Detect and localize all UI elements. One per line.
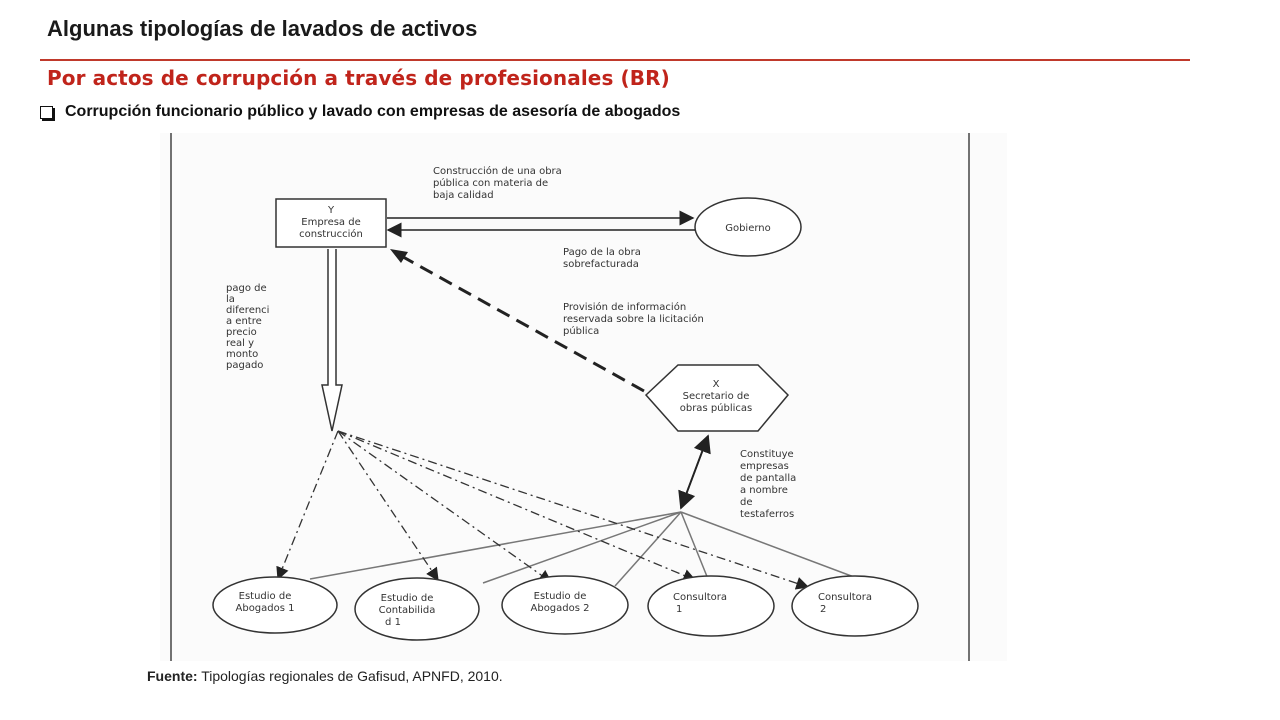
label-pago-obra xyxy=(563,247,641,270)
arrow-provision-head xyxy=(390,249,408,263)
checkbox-bullet-icon xyxy=(40,106,53,119)
slide-subtitle: Por actos de corrupción a través de profesionales (BR) xyxy=(47,66,670,90)
node-consultora-2 xyxy=(792,576,918,636)
label-construccion xyxy=(433,165,562,201)
node-gobierno xyxy=(695,198,801,256)
arrow-to-abogados-1 xyxy=(278,431,338,579)
label-provision-line-2: reservada sobre la licitación xyxy=(563,314,704,325)
node-contabilidad-line-3: d 1 xyxy=(385,617,401,628)
label-provision-line-1: Provisión de información xyxy=(563,302,687,313)
label-constituye-line-5: de xyxy=(740,497,753,508)
source-citation xyxy=(147,668,503,684)
label-pago-diferencia-line-3: diferenci xyxy=(226,305,270,316)
node-secretario-line-3: obras públicas xyxy=(679,403,753,414)
node-consultora-2-line-2: 2 xyxy=(820,604,827,615)
source-text: Tipologías regionales de Gafisud, APNFD, 2010. xyxy=(197,668,503,684)
node-consultora-1-line-2: 1 xyxy=(676,604,683,615)
node-abogados-1-line-2: Abogados 1 xyxy=(235,603,295,614)
label-pago-diferencia-line-1: pago de xyxy=(226,283,267,294)
node-abogados-1-line-1: Estudio de xyxy=(238,591,292,602)
node-consultora-2-line-1: Consultora xyxy=(817,592,873,603)
title-divider xyxy=(40,59,1190,61)
label-pago-obra-line-2: sobrefacturada xyxy=(563,259,639,270)
label-constituye xyxy=(740,449,796,520)
label-construccion-line-1: Construcción de una obra xyxy=(433,166,562,177)
label-construccion-line-3: baja calidad xyxy=(433,190,494,201)
source-label: Fuente: xyxy=(147,668,198,684)
label-pago-diferencia-line-7: monto xyxy=(226,349,259,360)
node-gobierno-label: Gobierno xyxy=(725,223,771,234)
node-contabilidad-line-1: Estudio de xyxy=(380,593,434,604)
label-constituye-line-3: de pantalla xyxy=(740,473,797,484)
label-pago-obra-line-1: Pago de la obra xyxy=(563,247,641,258)
node-empresa-line-3: construcción xyxy=(299,229,363,240)
typology-diagram xyxy=(160,133,1007,661)
node-consultora-1-line-1: Consultora xyxy=(672,592,728,603)
label-pago-diferencia-line-2: la xyxy=(226,294,235,305)
label-provision xyxy=(563,301,704,337)
arrow-to-contabilidad-1 xyxy=(338,431,438,580)
line-hub-consultora-2 xyxy=(681,512,854,577)
node-abogados-2-line-1: Estudio de xyxy=(533,591,587,602)
label-pago-diferencia-line-8: pagado xyxy=(226,360,264,371)
label-pago-diferencia-line-6: real y xyxy=(226,338,255,349)
node-abogados-2-line-2: Abogados 2 xyxy=(530,603,590,614)
node-contabilidad-line-2: Contabilida xyxy=(378,605,436,616)
node-empresa-line-1: Y xyxy=(327,205,335,216)
node-empresa-line-2: Empresa de xyxy=(301,217,361,228)
slide-title: Algunas tipologías de lavados de activos xyxy=(47,16,478,41)
node-estudio-abogados-1 xyxy=(213,577,337,633)
arrow-pago-diferencia xyxy=(322,249,342,431)
label-pago-diferencia-line-4: a entre xyxy=(226,316,262,327)
label-constituye-line-6: testaferros xyxy=(740,509,795,520)
distribution-arrows xyxy=(278,431,808,587)
bullet-item xyxy=(40,103,680,121)
label-pago-diferencia xyxy=(226,283,269,371)
label-provision-line-3: pública xyxy=(563,326,600,337)
arrow-secretario-to-hub xyxy=(681,436,708,508)
node-consultora-1 xyxy=(648,576,774,636)
node-estudio-abogados-2 xyxy=(502,576,628,634)
label-constituye-line-4: a nombre xyxy=(740,485,788,496)
node-secretario-line-2: Secretario de xyxy=(682,391,750,402)
label-construccion-line-2: pública con materia de xyxy=(433,178,549,189)
bullet-text: Corrupción funcionario público y lavado con empresas de asesoría de abogados xyxy=(65,103,681,120)
arrow-to-consultora-1 xyxy=(338,431,695,580)
line-hub-consultora-1 xyxy=(681,512,708,579)
node-estudio-contabilidad-1 xyxy=(355,578,479,640)
node-secretario xyxy=(646,365,788,431)
arrow-to-consultora-2 xyxy=(338,431,808,587)
node-empresa-construccion xyxy=(276,199,386,247)
line-hub-contabilidad-1 xyxy=(483,512,681,583)
line-hub-abogados-1 xyxy=(310,512,681,579)
label-pago-diferencia-line-5: precio xyxy=(226,327,257,338)
node-secretario-line-1: X xyxy=(712,379,720,390)
label-constituye-line-2: empresas xyxy=(740,461,789,472)
label-constituye-line-1: Constituye xyxy=(740,449,794,460)
